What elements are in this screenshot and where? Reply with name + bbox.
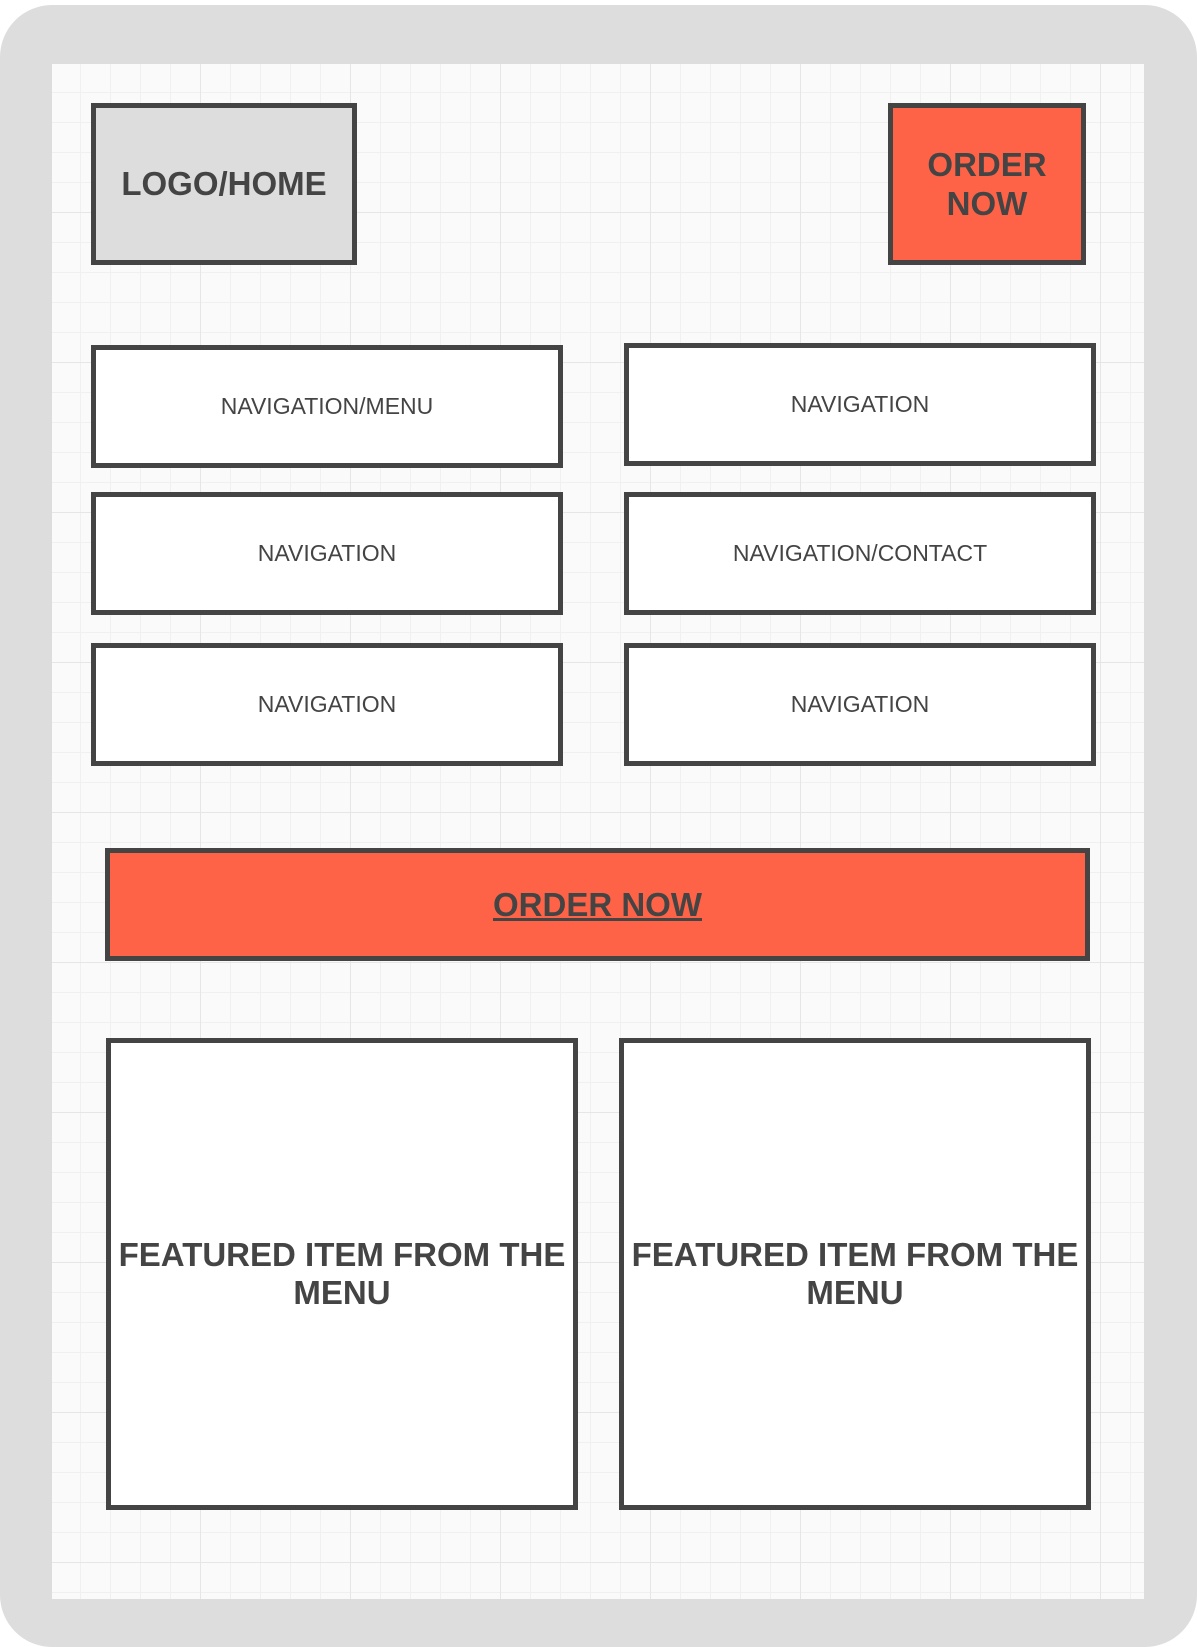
order-now-cta-button[interactable] (105, 848, 1090, 961)
nav-item[interactable] (91, 492, 563, 615)
nav-item-label: NAVIGATION/CONTACT (732, 540, 988, 566)
featured-item-card[interactable] (106, 1038, 578, 1510)
nav-item-label: NAVIGATION (790, 391, 930, 417)
nav-item-label: NAVIGATION (257, 540, 397, 566)
featured-item-label: FEATURED ITEM FROM THE MENU (631, 1236, 1079, 1311)
logo-home-button[interactable] (91, 103, 357, 265)
wireframe-screen (52, 64, 1144, 1599)
order-now-cta-label: ORDER NOW (493, 885, 702, 923)
order-now-header-button[interactable] (888, 103, 1086, 265)
nav-item-label: NAVIGATION/MENU (220, 393, 434, 419)
nav-item-label: NAVIGATION (257, 691, 397, 717)
logo-home-label: LOGO/HOME (121, 165, 327, 202)
nav-item[interactable] (624, 643, 1096, 766)
featured-item-label: FEATURED ITEM FROM THE MENU (118, 1236, 566, 1311)
device-frame (0, 5, 1197, 1647)
nav-item[interactable] (91, 643, 563, 766)
nav-item-contact[interactable] (624, 492, 1096, 615)
featured-item-card[interactable] (619, 1038, 1091, 1510)
nav-item[interactable] (624, 343, 1096, 466)
nav-item-menu[interactable] (91, 345, 563, 468)
order-now-header-label: ORDER NOW (927, 146, 1047, 222)
nav-item-label: NAVIGATION (790, 691, 930, 717)
